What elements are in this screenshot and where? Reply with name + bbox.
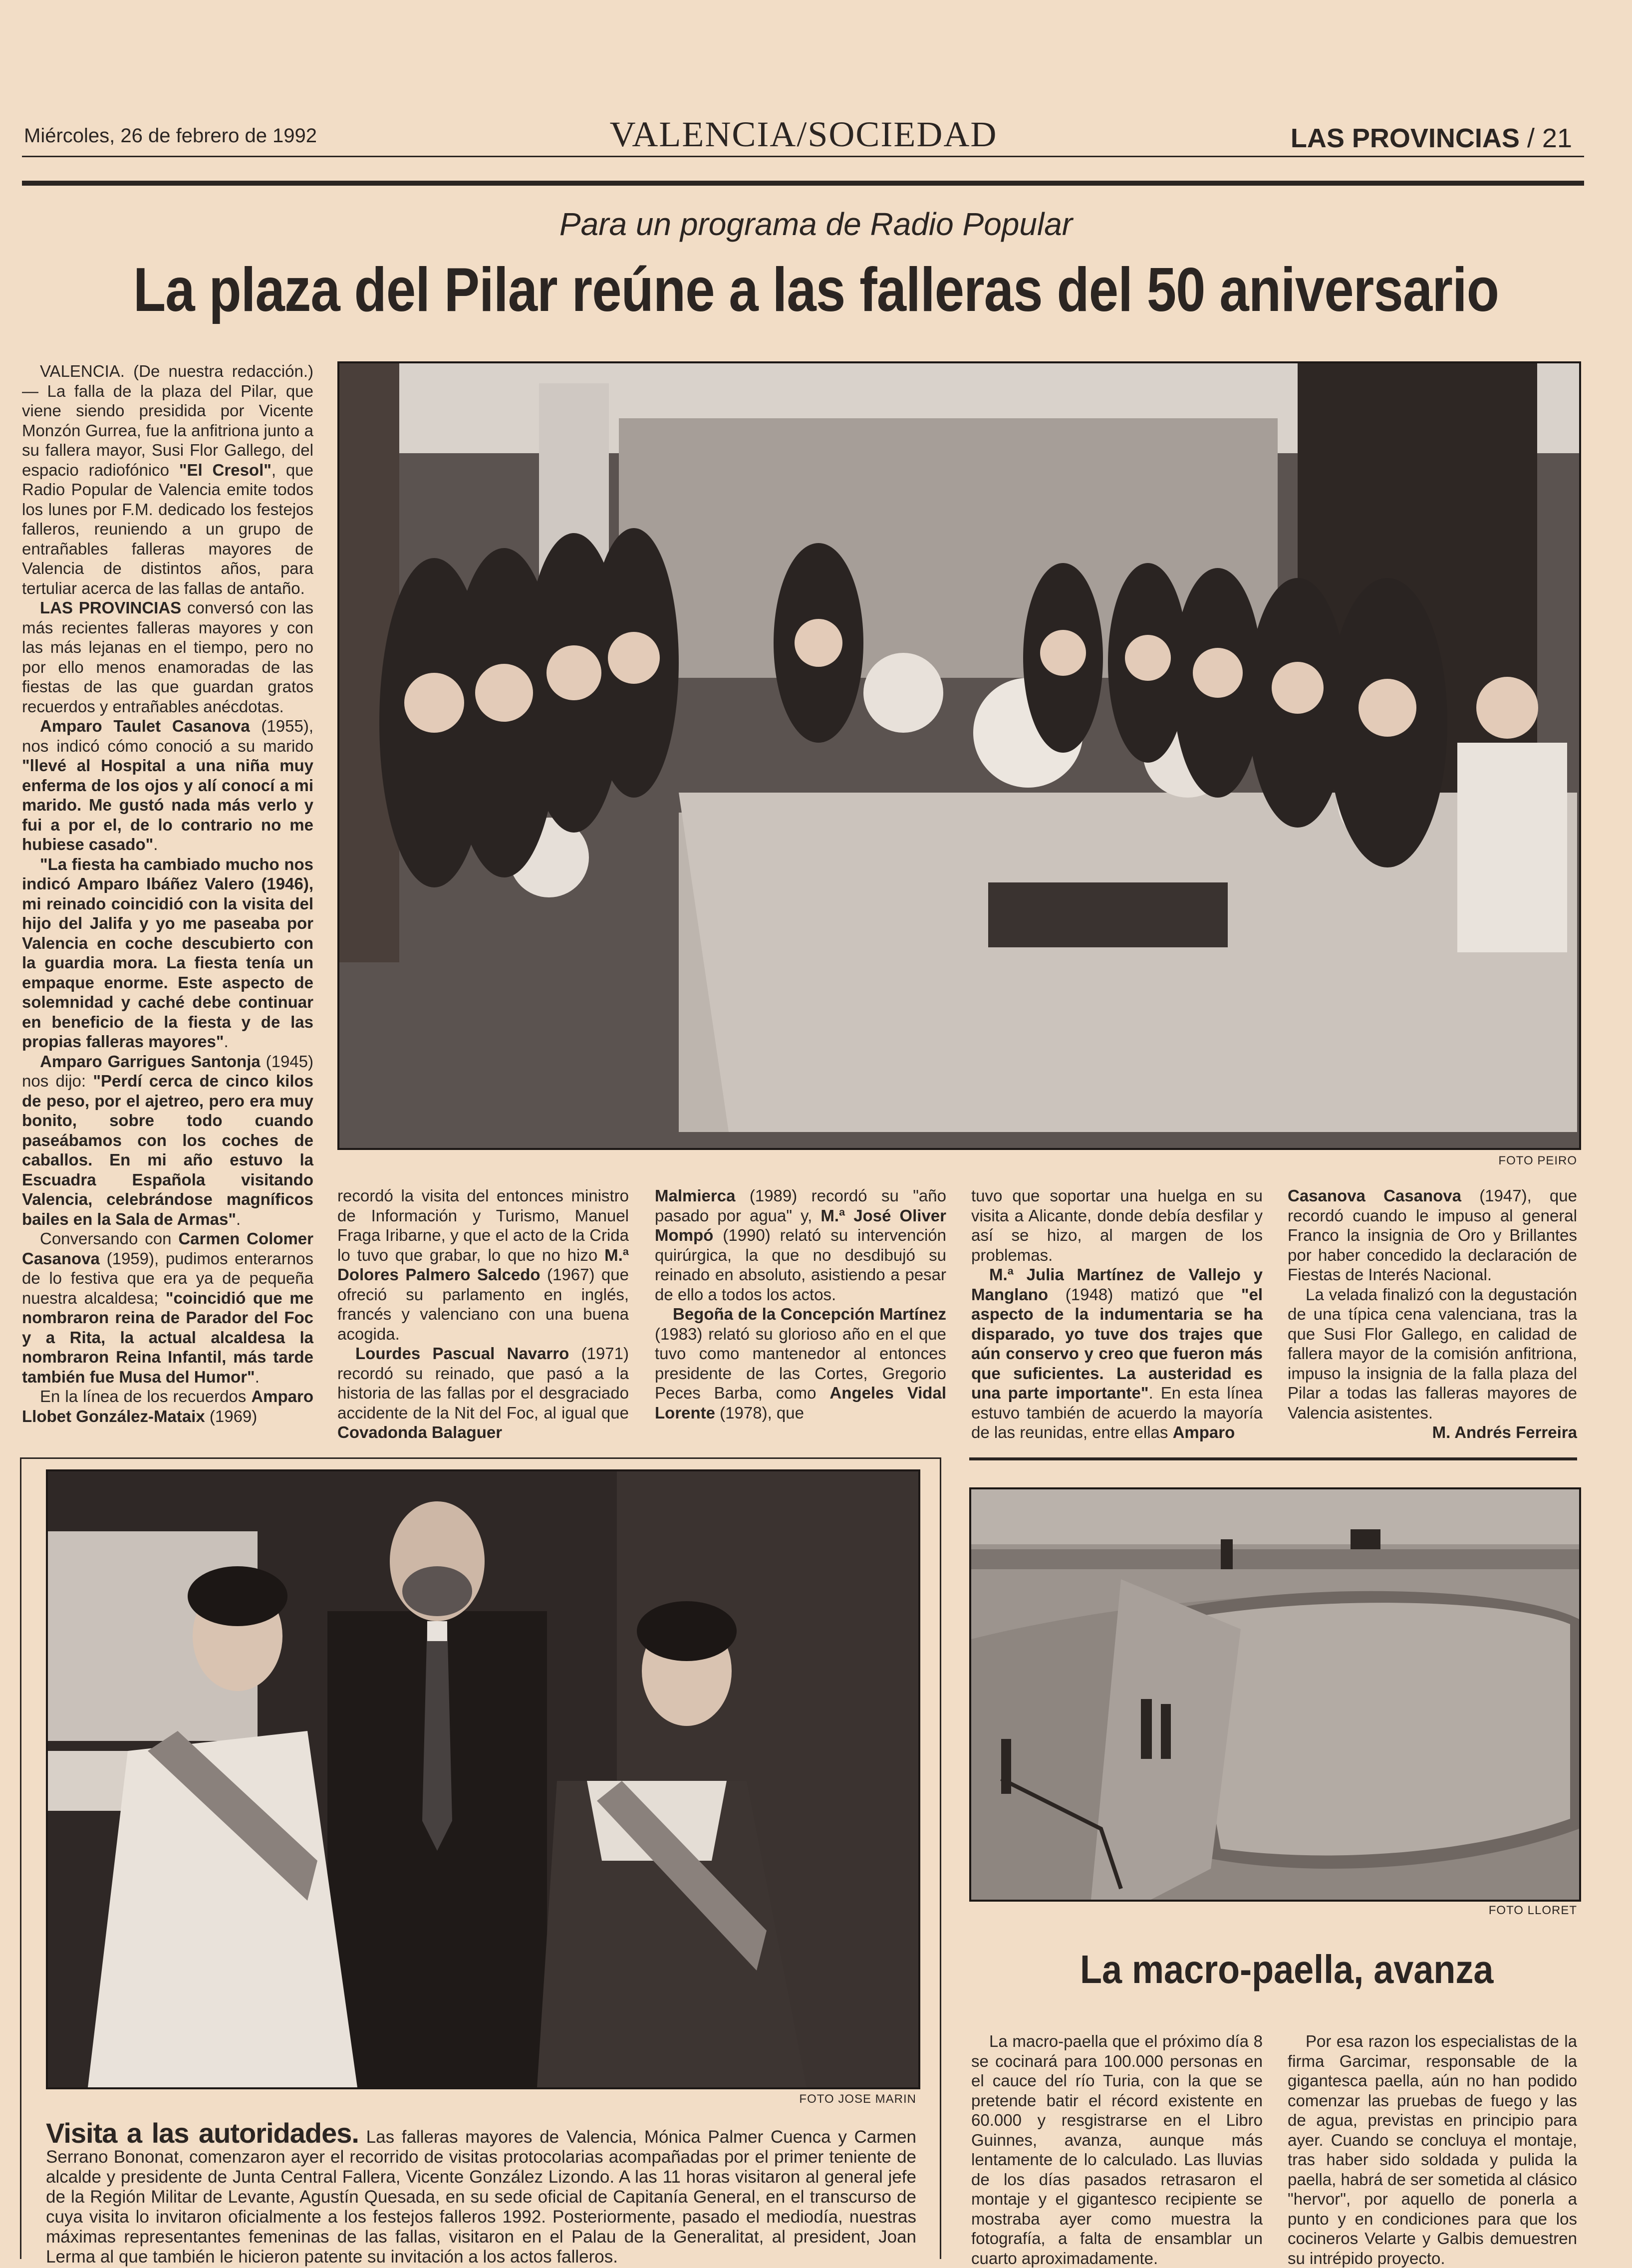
article-paragraph: VALENCIA. (De nuestra redacción.) — La falla de la plaza del Pilar, que viene siendo presidida por Vicente Monzón Gurrea, fue la anfitriona junto a su fallera mayor, Susi Flor Gallego, del espacio radiofónico "El Cresol", que Radio Popular de Valencia emite todos los lunes por F.M. dedicado los festejos falleros, reuniendo a un grupo de entrañables falleras mayores de Valencia de distintos años, para tertuliar acerca de las fallas de antaño.: [22, 362, 313, 597]
article-paragraph: La velada finalizó con la degustación de una típica cena valenciana, tras la que Susi Flor Gallego, en calidad de fallera mayor de la comisión anfitriona, impuso la insignia de la falla plaza del Pilar a todas las falleras mayores de Valencia asistentes.: [1288, 1285, 1577, 1422]
article-paragraph: M.ª Julia Martínez de Vallejo y Manglano (1948) matizó que "el aspecto de la indumentaria se ha disparado, yo tuve dos trajes que aún conservo y creo que fueron más que suficientes. La austeridad es una parte importante". En esta línea estuvo también de acuerdo la mayoría de las reunidas, entre ellas Amparo: [971, 1265, 1263, 1441]
article-paragraph: recordó la visita del entonces ministro de Información y Turismo, Manuel Fraga Iribarne, y que el acto de la Crida lo tuvo que grabar, lo que no hizo M.ª Dolores Palmero Salcedo (1967) que ofreció su parlamento en inglés, francés y valenciano con una buena acogida.: [337, 1186, 629, 1343]
article-column-3: [655, 1186, 946, 1422]
article-column-4: [971, 1186, 1263, 1442]
round-table-photo-image: [339, 363, 1579, 1148]
article-column-1: [22, 361, 313, 1426]
visit-photo-image: [48, 1471, 918, 2087]
issue-date: Miércoles, 26 de febrero de 1992: [24, 125, 317, 147]
section-title: VALENCIA/SOCIEDAD: [609, 114, 998, 154]
article-paragraph: "La fiesta ha cambiado mucho nos indicó Amparo Ibáñez Valero (1946), mi reinado coincidió con la visita del hijo del Jalifa y yo me paseaba por Valencia en coche descubierto con la guardia mora. La fiesta tenía un empaque enorme. Este aspecto de solemnidad y caché debe continuar en beneficio de la fiesta y de las propias falleras mayores".: [22, 854, 313, 1051]
paella-photo: [969, 1487, 1581, 1902]
page-number: / 21: [1527, 123, 1572, 153]
visit-caption-lead: Visita a las autoridades.: [46, 2117, 359, 2149]
article-paragraph: Amparo Taulet Casanova (1955), nos indicó cómo conoció a su marido "llevé al Hospital a una niña muy enferma de los ojos y alí conocí a mi marido. Me gustó nada más verlo y fui a por el, de lo contrario no me hubiese casado".: [22, 717, 313, 853]
visit-photo: [46, 1469, 920, 2089]
paella-top-rule: [969, 1457, 1577, 1460]
header-rule-thick: [22, 181, 1584, 186]
photo-credit-jose-marin: FOTO JOSE MARIN: [799, 2092, 916, 2106]
article-column-5: [1288, 1186, 1577, 1442]
round-table-photo: [337, 361, 1581, 1150]
article-headline: La plaza del Pilar reúne a las falleras del 50 aniversario: [133, 256, 1499, 324]
article-paragraph: Casanova Casanova (1947), que recordó cuando le impuso al general Franco la insignia de Oro y Brillantes por haber concedido la declaración de Fiestas de Interés Nacional.: [1288, 1186, 1577, 1284]
paella-column-1: [971, 2031, 1263, 2268]
paella-paragraph: La macro-paella que el próximo día 8 se cocinará para 100.000 personas en el cauce del río Turia, con la que se pretende batir el récord existente en 60.000 y resgistrarse en el Libro Guinnes, avanza, aunque más lentamente de lo calculado. Las lluvias de los días pasados retrasaron el montaje y el gigantesco recipiente se mostraba ayer como muestra la fotografía, a falta de ensamblar un cuarto aproximadamente.: [971, 2032, 1263, 2268]
photo-credit-lloret: FOTO LLORET: [1488, 1904, 1577, 1917]
article-paragraph: Conversando con Carmen Colomer Casanova (1959), pudimos enterarnos de lo festiva que era ya de pequeña nuestra alcaldesa; "coincidió que me nombraron reina de Parador del Foc y a Rita, la actual alcaldesa la nombraron Reina Infantil, más tarde también fue Musa del Humor".: [22, 1229, 313, 1386]
article-paragraph: Amparo Garrigues Santonja (1945) nos dijo: "Perdí cerca de cinco kilos de peso, por el ajetreo, pero era muy bonito, sobre todo cuando paseábamos con los coches de caballos. En mi año estuvo la Escuadra Española visitando Valencia, celebrándose magníficos bailes en la Sala de Armas".: [22, 1052, 314, 1228]
article-paragraph: Begoña de la Concepción Martínez (1983) relató su glorioso año en el que tuvo como mantenedor al entonces presidente de las Cortes, Gregorio Peces Barba, como Angeles Vidal Lorente (1978), que: [655, 1305, 946, 1422]
paella-headline: La macro-paella, avanza: [1080, 1947, 1494, 1991]
header-rule-thin: [22, 156, 1584, 157]
article-byline: M. Andrés Ferreira: [1432, 1423, 1577, 1441]
visit-caption-text: Las falleras mayores de Valencia, Mónica Palmer Cuenca y Carmen Serrano Bononat, comenzaron ayer el recorrido de visitas protocolarias acompañadas por el primer teniente de alcalde y presidente de Junta Central Fallera, Vicente González Lizondo. A las 11 horas visitaron al general jefe de la Región Militar de Levante, Agustín Quesada, en su sede oficial de Capitanía General, en el transcurso de cuya visita lo invitaron oficialmente a los festejos falleros 1992. Posteriormente, pasado el mediodía, nuestras máximas representantes femeninas de las fallas, visitaron en el Palau de la Generalitat, al president, Joan Lerma al que también le hicieron patente su invitación a los actos falleros.: [46, 2127, 916, 2267]
article-paragraph: tuvo que soportar una huelga en su visita a Alicante, donde debía desfilar y así se hizo, al margen de los problemas.: [971, 1186, 1263, 1264]
masthead: [1291, 123, 1572, 154]
paella-photo-image: [971, 1489, 1579, 1900]
article-column-2: [337, 1186, 629, 1442]
article-paragraph: Malmierca (1989) recordó su "año pasado por agua" y, M.ª José Oliver Mompó (1990) relató su intervención quirúrgica, la que no desdibujó su reinado en absoluto, asistiendo a pesar de ello a todos los actos.: [655, 1186, 946, 1304]
paella-column-2: [1288, 2031, 1577, 2268]
visit-caption: [46, 2117, 916, 2267]
article-paragraph: Lourdes Pascual Navarro (1971) recordó su reinado, que pasó a la historia de las fallas por el desgraciado accidente de la Nit del Foc, al igual que Covadonda Balaguer: [337, 1344, 629, 1441]
article-paragraph: LAS PROVINCIAS conversó con las más recientes falleras mayores y con las más lejanas en el tiempo, pero no por ello menos enamoradas de las fiestas de las que guardan gratos recuerdos y entrañables anécdotas.: [22, 598, 313, 716]
photo-credit-peiro: FOTO PEIRO: [1498, 1154, 1577, 1167]
article-paragraph: En la línea de los recuerdos Amparo Llobet González-Mataix (1969): [22, 1387, 313, 1425]
paella-paragraph: Por esa razon los especialistas de la firma Garcimar, responsable de la gigantesca paella, aún no han podido comenzar las pruebas de fuego y las de agua, previstas en principio para ayer. Cuando se concluya el montaje, tras haber sido soldada y pulida la paella, habrá de ser sometida al clásico "hervor", por aquello de ponerla a punto y en condiciones para que los cocineros Velarte y Galbis demuestren su intrépido proyecto.: [1288, 2032, 1577, 2268]
article-kicker: Para un programa de Radio Popular: [559, 206, 1073, 242]
paper-name: LAS PROVINCIAS: [1290, 123, 1520, 153]
